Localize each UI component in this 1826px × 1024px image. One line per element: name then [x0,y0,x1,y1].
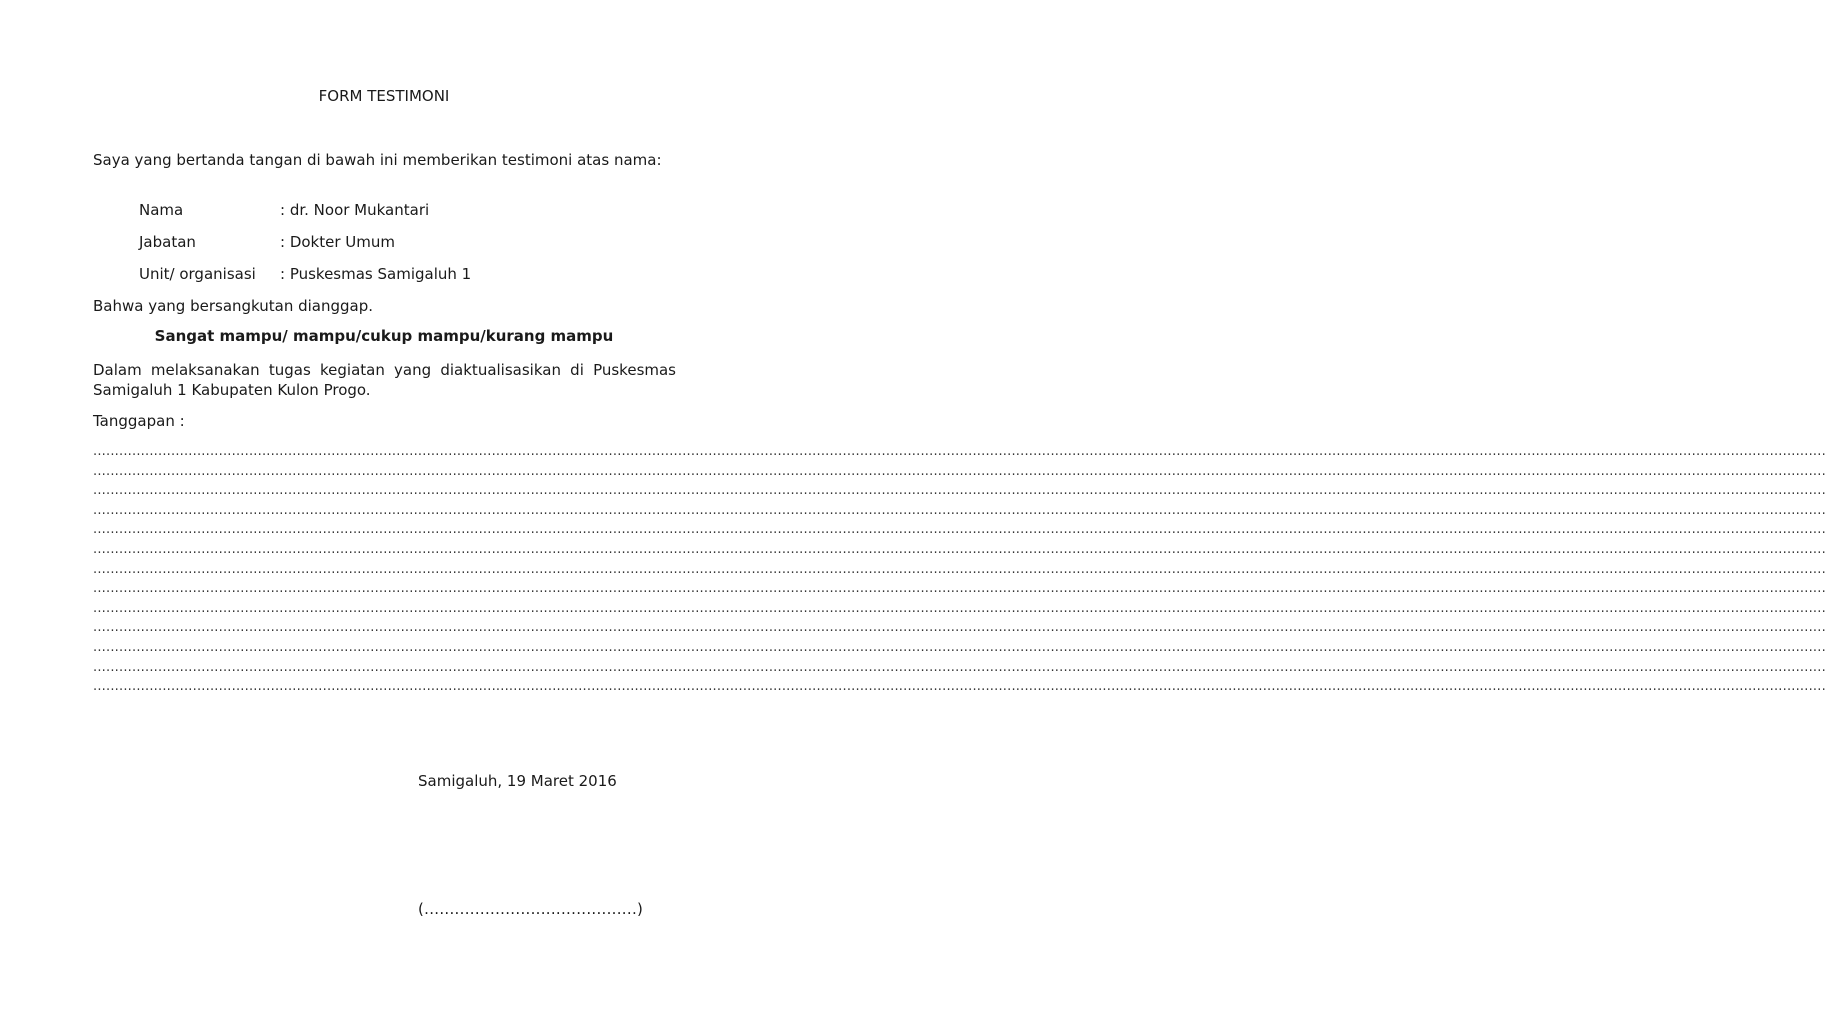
response-dot-line: ................................................................................................................................................................................................................................................................................................................................................................................................................ [93,581,1826,597]
response-dot-line: ................................................................................................................................................................................................................................................................................................................................................................................................................ [93,502,1826,518]
response-label: Tanggapan : [93,412,185,430]
response-dot-line: ................................................................................................................................................................................................................................................................................................................................................................................................................ [93,561,1826,577]
field-value-jabatan: : Dokter Umum [280,233,395,251]
response-dot-line: ................................................................................................................................................................................................................................................................................................................................................................................................................ [93,679,1826,695]
response-dot-line: ................................................................................................................................................................................................................................................................................................................................................................................................................ [93,620,1826,636]
field-value-nama: : dr. Noor Mukantari [280,201,430,219]
field-label-unit: Unit/ organisasi [139,265,256,283]
intro-text: Saya yang bertanda tangan di bawah ini memberikan testimoni atas nama: [93,151,662,169]
place-date: Samigaluh, 19 Maret 2016 [418,772,617,790]
response-dot-line: ................................................................................................................................................................................................................................................................................................................................................................................................................ [93,659,1826,675]
statement-text: Bahwa yang bersangkutan dianggap. [93,297,374,315]
response-lines [93,442,1826,697]
field-label-jabatan: Jabatan [139,233,196,251]
response-dot-line: ................................................................................................................................................................................................................................................................................................................................................................................................................ [93,463,1826,479]
response-dot-line: ................................................................................................................................................................................................................................................................................................................................................................................................................ [93,483,1826,499]
field-value-unit: : Puskesmas Samigaluh 1 [280,265,472,283]
response-dot-line: ................................................................................................................................................................................................................................................................................................................................................................................................................ [93,522,1826,538]
response-dot-line: ................................................................................................................................................................................................................................................................................................................................................................................................................ [93,444,1826,459]
form-title: FORM TESTIMONI [318,87,450,105]
signature-placeholder: (..........................................) [418,900,644,918]
response-dot-line: ................................................................................................................................................................................................................................................................................................................................................................................................................ [93,600,1826,616]
field-label-nama: Nama [139,201,184,219]
rating-options: Sangat mampu/ mampu/cukup mampu/kurang mampu [154,327,614,345]
context-text: Dalam melaksanakan tugas kegiatan yang diaktualisasikan di Puskesmas Samigaluh 1 Kabupaten Kulon Progo. [93,361,676,399]
response-dot-line: ................................................................................................................................................................................................................................................................................................................................................................................................................ [93,639,1826,655]
response-dot-line: ................................................................................................................................................................................................................................................................................................................................................................................................................ [93,541,1826,557]
